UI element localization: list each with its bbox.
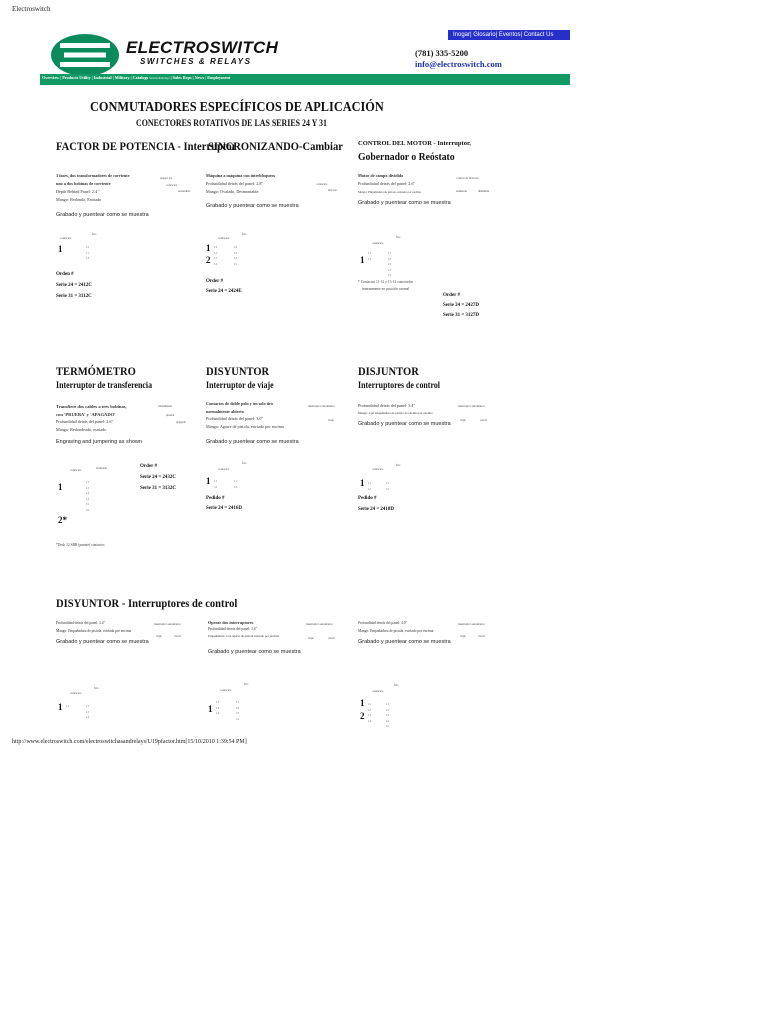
order-label: Pedido # [358,496,377,501]
label-apagar: apagar los [160,176,173,180]
brand-tagline: SWITCHES & RELAYS [140,57,252,66]
label-disminuir: disminuir [478,189,490,193]
nav-switch-relays[interactable]: Switch & Relays [149,76,170,80]
engrave-note: Grabado y puentear como se muestra [208,649,301,655]
power-factor-desc: 3 fases, dos transformadores de corriente uno a dos bobinas de corriente Depth Behind Panel: 2.4 " Mango: Redondo, Estriado [56,173,130,202]
top-links-bar: Inogar| Glosario| Eventos| Contact Us [448,30,570,40]
control-breakers-diagram-3: contactos frío 1 2 11 12 13 14 11 12 13 14 15 [360,683,399,729]
thermometer-desc: Transfiere dos cables a tres bobinas, con 'PRUEBA' y 'APAGADO' Profundidad detrás del panel: 2.6" Mango: Redondeado, estriado [56,404,127,432]
series-31: Serie 31 = 3132C [140,486,177,491]
control-breakers-diagram-2: contactos frío 1 11 13 14 11 12 13 14 [208,682,249,721]
trip-breaker-subtitle: Interruptor de viaje [206,380,274,390]
engrave-note: Engraving and jumpering as shown [56,439,142,445]
label-interruptor: interruptor automático [458,404,485,408]
label-apagado: apagado [176,420,186,424]
series-24: Serie 24 = 2427D [443,303,480,308]
footer-url: http://www.electroswitch.com/electroswitchasandrelays/U19pfactor.htm[15/10/2010 1:39:54 PM] [12,739,247,745]
sync-switch-title: SINCRONIZANDO-Cambiar [208,139,343,153]
page-subtitle: CONECTORES ROTATIVOS DE LAS SERIES 24 Y 31 [136,118,327,128]
label-transmision: transmisión [158,404,172,408]
engrave-note: Grabado y puentear como se muestra [56,212,149,218]
control-breakers-desc-2: Operar dos interruptores Profundidad detrás del panel: 3.4" Empuñadura: Con agarre de pistola estriado por encima [208,620,280,638]
series-24: Serie 24 = 2424E [206,289,242,294]
control-breakers-title: DISYUNTOR - Interruptores de control [56,596,238,610]
order-label: Order # [443,293,460,298]
top-link-us[interactable]: Us [546,32,554,38]
series-31: Serie 31 = 3127D [443,313,480,318]
series-24: Serie 24 = 2418D [358,507,395,512]
control-breaker-subtitle: Interruptores de control [358,380,440,390]
motor-control-subtitle: Gobernador o Reóstato [358,151,455,163]
label-viaje: viaje [308,636,314,640]
motor-control-diagram: contactos frío 1 11 13 11 12 13 14 15 [360,235,401,278]
nav-industrial[interactable]: Industrial [93,75,112,80]
label-encendido: encendido [178,189,191,193]
order-label: Order # [140,464,157,469]
power-factor-diagram: contactos frío 1 12 11 13 [58,232,97,261]
nav-military[interactable]: Military [114,75,130,80]
label-interruptor: interruptor automático [458,622,485,626]
motor-control-title: CONTROL DEL MOTOR - Interruptor, [358,140,471,147]
power-factor-title: FACTOR DE POTENCIA - Interruptor [56,139,237,153]
engrave-note: Grabado y puentear como se muestra [206,203,299,209]
label-cerrar: cerrar [174,634,181,638]
label-viaje: viaje [460,418,466,422]
sync-switch-diagram: contactos frío 1 2 13 12 11 14 13 12 11 15 [206,232,247,266]
label-contactos: contactos [316,182,328,186]
engrave-note: Grabado y puentear como se muestra [358,200,451,206]
top-link-glosario[interactable]: Glosario [473,32,496,38]
email-link[interactable]: info@electroswitch.com [415,59,502,69]
label-interruptor: interruptor automático [306,622,333,626]
nav-employment[interactable]: Employment [207,75,231,80]
label-viaje: viaje [460,634,466,638]
top-link-inogar[interactable]: Inogar [453,32,471,38]
label-interruptor: interruptor automático [154,622,181,626]
nav-utility[interactable]: Utility [79,75,91,80]
label-cerrar: cerrar [328,636,335,640]
brand-name: ELECTROSWITCH [126,38,279,57]
site-header [40,30,570,85]
series-31: Serie 31 = 3112C [56,294,92,299]
control-breaker-desc: Profundidad detrás del panel: 3.4" Mango: Con empuñadura de pistola de encima por encima [358,403,433,415]
motor-control-desc: Motor de campo dividido Profundidad detrás del panel: 2.6" Mango: Empuñadura de pistola, estriado por encima [358,173,421,194]
sync-switch-desc: Máquina a máquina con interbloqueos Profundidad detrás del panel: 2.8" Mango: Ovalado, Desmontable [206,173,276,194]
series-24: Serie 24 = 2432C [140,475,177,480]
nav-products[interactable]: Products [62,75,79,80]
engrave-note: Grabado y puentear como se muestra [358,421,451,427]
label-viaje: viaje [156,634,162,638]
page-title: CONMUTADORES ESPECÍFICOS DE APLICACIÓN [90,100,384,115]
label-control: control de motores [456,176,479,180]
thermometer-diagram: contactos bobinado 1 2* 11 12 13 14 15 16 [58,466,108,525]
label-aumentar: aumentar [456,189,468,193]
motor-control-note: * Contactos 11-12 y 13-14 conectados internamente en posición normal [358,280,414,291]
control-breakers-diagram-1: contactos frío 1 11 11 12 13 [58,686,99,720]
label-viaje: viaje [328,418,334,422]
nav-overview[interactable]: Overview [42,75,60,80]
nav-sales-reps[interactable]: Sales Reps [172,75,192,80]
label-interruptor: interruptor automático [308,404,335,408]
main-nav-bar: Overview | Products Utility | Industrial | Military | Catalogs Switch & Relays | Sales Reps | News | Employment [40,74,570,85]
engrave-note: Grabado y puentear como se muestra [56,639,149,645]
series-24: Serie 24 = 2412C [56,283,93,288]
top-link-eventos[interactable]: Eventos [498,32,521,38]
electroswitch-logo-icon[interactable] [50,33,120,77]
label-cerrar: cerrar [480,418,487,422]
control-breaker-diagram: contactos frío 1 11 12 11 12 [360,463,401,491]
browser-tab-title: Electroswitch [12,5,51,13]
thermometer-subtitle: Interruptor de transferencia [56,380,153,390]
thermometer-note: *Desk 12 SBB (puente) contactos [56,543,105,547]
phone-number: (781) 335-5200 [415,48,469,58]
series-24: Serie 24 = 2416D [206,506,243,511]
engrave-note: Grabado y puentear como se muestra [206,439,299,445]
trip-breaker-diagram: contactos frío 1 11 12 11 12 [206,461,247,489]
engrave-note: Grabado y puentear como se muestra [358,639,451,645]
thermometer-title: TERMÓMETRO [56,364,136,378]
control-breakers-desc-3: Profundidad detrás del panel: 4.0" Mango: Empuñadura de pistola, estriado por encima [358,621,434,633]
label-sincron: sincron [328,188,337,192]
label-cerrar: cerrar [478,634,485,638]
order-label: Order # [206,279,223,284]
nav-catalogs[interactable]: Catalogs [132,75,149,80]
nav-news[interactable]: News [194,75,205,80]
order-label: Orden # [56,272,74,277]
top-link-contact[interactable]: Contact [523,32,545,38]
order-label: Pedido # [206,496,225,501]
trip-breaker-title: DISYUNTOR [206,364,270,378]
trip-breaker-desc: Contactos de doble polo y un solo tiro normalmente abierto Profundidad detrás del panel: 3.0" Mango: Agarre de pistola, estriado por encima [206,401,284,429]
label-prueba: prueba [166,413,175,417]
control-breaker-title: DISJUNTOR [358,364,419,378]
label-contactos: contactos [166,183,178,187]
control-breakers-desc-1: Profundidad detrás del panel: 3.4" Mango: Empuñadura de pistola, estriada por encima [56,621,132,633]
